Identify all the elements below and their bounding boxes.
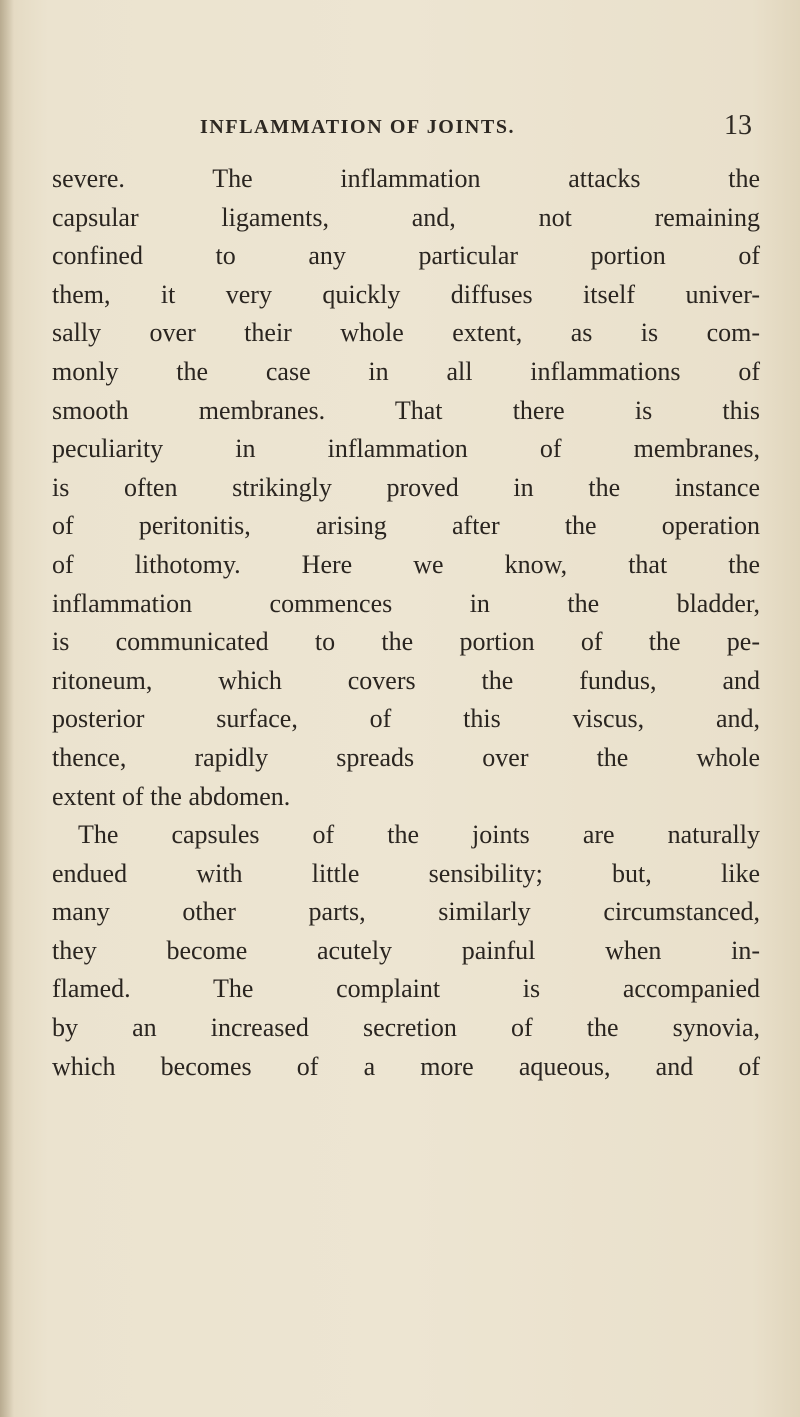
text-line: which becomes of a more aqueous, and of xyxy=(52,1051,760,1081)
text-line: confined to any particular portion of xyxy=(52,241,760,271)
running-head: INFLAMMATION OF JOINTS. xyxy=(200,116,516,138)
page-gutter-shadow xyxy=(0,0,14,1417)
text-line: inflammation commences in the bladder, xyxy=(52,588,760,618)
text-line: of peritonitis, arising after the operation xyxy=(52,511,760,541)
text-line: they become acutely painful when in- xyxy=(52,935,760,965)
text-line: monly the case in all inflammations of xyxy=(52,356,760,386)
text-line: capsular ligaments, and, not remaining xyxy=(52,202,760,232)
body-text xyxy=(52,160,760,1086)
text-line: is communicated to the portion of the pe- xyxy=(52,627,760,657)
text-line: flamed. The complaint is accompanied xyxy=(52,974,760,1004)
text-line: ritoneum, which covers the fundus, and xyxy=(52,665,760,695)
text-line: is often strikingly proved in the instance xyxy=(52,472,760,502)
text-line-paragraph-end: extent of the abdomen. xyxy=(52,781,291,811)
text-line: many other parts, similarly circumstanced, xyxy=(52,897,760,927)
text-line-paragraph-start: The capsules of the joints are naturally xyxy=(78,820,760,850)
text-line: smooth membranes. That there is this xyxy=(52,395,760,425)
text-line: posterior surface, of this viscus, and, xyxy=(52,704,760,734)
page-number: 13 xyxy=(724,110,752,141)
text-line: by an increased secretion of the synovia, xyxy=(52,1013,760,1043)
text-line: them, it very quickly diffuses itself univer- xyxy=(52,279,760,309)
page-header xyxy=(0,110,800,146)
text-line: peculiarity in inflammation of membranes, xyxy=(52,434,760,464)
text-line: endued with little sensibility; but, like xyxy=(52,858,760,888)
text-line: sally over their whole extent, as is com- xyxy=(52,318,760,348)
text-line: of lithotomy. Here we know, that the xyxy=(52,549,760,579)
text-line: severe. The inflammation attacks the xyxy=(52,164,760,193)
text-line: thence, rapidly spreads over the whole xyxy=(52,742,760,772)
